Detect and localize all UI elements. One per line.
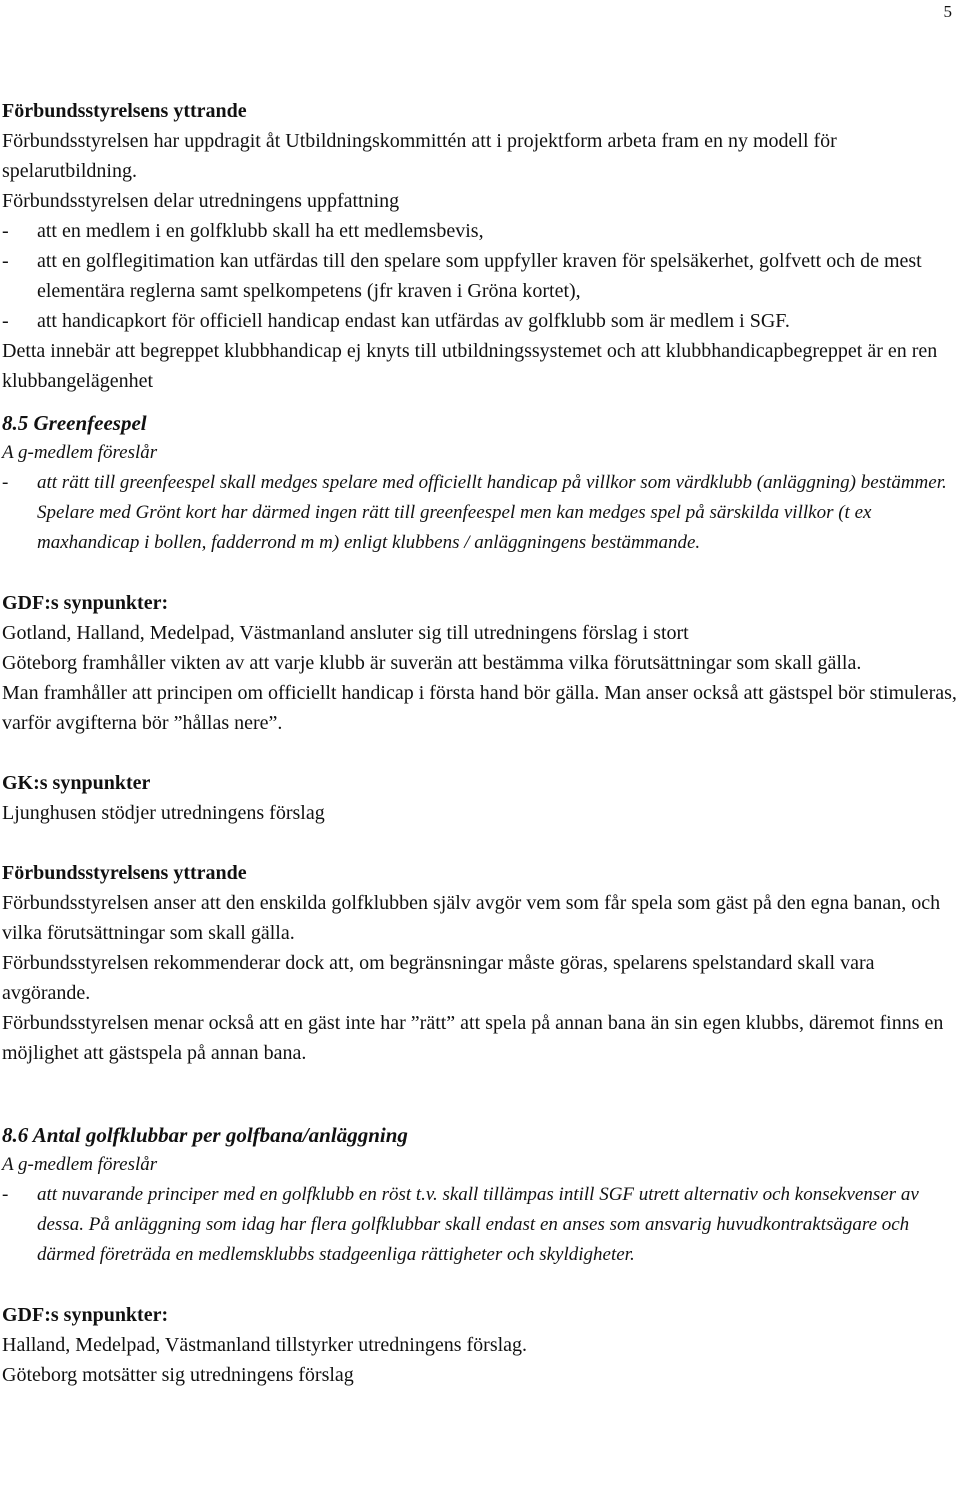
- document-body: [2, 96, 957, 1390]
- bullet-dash: -: [2, 1184, 9, 1205]
- list-item: [2, 216, 957, 246]
- section-heading: GDF:s synpunkter:: [2, 1304, 169, 1326]
- paragraph: Ljunghusen stödjer utredningens förslag: [2, 802, 325, 824]
- bullet-dash: -: [2, 472, 9, 493]
- list-item: [2, 1180, 957, 1270]
- paragraph: Förbundsstyrelsen anser att den enskilda golfklubben själv avgör vem som får spela som gäst på den egna banan, och vilka förutsättningar som skall gälla.: [2, 892, 941, 944]
- paragraph: Man framhåller att principen om officiellt handicap i första hand bör gälla. Man anser också att gästspel bör stimuleras, varför avgifterna bör ”hållas nere”.: [2, 682, 957, 734]
- paragraph: Halland, Medelpad, Västmanland tillstyrker utredningens förslag.: [2, 1334, 528, 1356]
- list-item-text: att rätt till greenfeespel skall medges spelare med officiellt handicap på villkor som värdklubb (anläggning) bestämmer. Spelare med Grönt kort har därmed ingen rätt till greenfeespel men kan medges spel på särskilda villkor (t ex maxhandicap i bollen, fadderrond m m) enligt klubbens / anläggningens bestämmande.: [37, 472, 947, 553]
- proposer-label: A g-medlem föreslår: [2, 442, 158, 463]
- list-item-text: att en medlem i en golfklubb skall ha ett medlemsbevis,: [37, 220, 484, 242]
- paragraph: Förbundsstyrelsen rekommenderar dock att, om begränsningar måste göras, spelarens spelstandard skall vara avgörande.: [2, 952, 875, 1004]
- paragraph: Göteborg framhåller vikten av att varje klubb är suverän att bestämma vilka förutsättningar som skall gälla.: [2, 652, 862, 674]
- section-heading: GDF:s synpunkter:: [2, 592, 169, 614]
- paragraph: Förbundsstyrelsen har uppdragit åt Utbildningskommittén att i projektform arbeta fram en ny modell för spelarutbildning.: [2, 130, 837, 182]
- paragraph: Göteborg motsätter sig utredningens förslag: [2, 1364, 354, 1386]
- bullet-dash: -: [2, 310, 9, 332]
- list-item: [2, 306, 957, 336]
- section-heading: Förbundsstyrelsens yttrande: [2, 100, 247, 122]
- section-heading: 8.5 Greenfeespel: [2, 411, 147, 435]
- proposer-label: A g-medlem föreslår: [2, 1154, 158, 1175]
- list-item-text: att handicapkort för officiell handicap endast kan utfärdas av golfklubb som är medlem i SGF.: [37, 310, 790, 332]
- page-number: 5: [943, 2, 952, 21]
- bullet-dash: -: [2, 250, 9, 272]
- list-item: [2, 246, 957, 306]
- section-heading: Förbundsstyrelsens yttrande: [2, 862, 247, 884]
- paragraph: Förbundsstyrelsen menar också att en gäst inte har ”rätt” att spela på annan bana än sin egen klubbs, däremot finns en möjlighet att gästspela på annan bana.: [2, 1012, 944, 1064]
- bullet-dash: -: [2, 220, 9, 242]
- paragraph: Förbundsstyrelsen delar utredningens uppfattning: [2, 190, 400, 212]
- paragraph: Gotland, Halland, Medelpad, Västmanland ansluter sig till utredningens förslag i stort: [2, 622, 689, 644]
- section-heading: 8.6 Antal golfklubbar per golfbana/anläggning: [2, 1123, 408, 1147]
- list-item-text: att en golflegitimation kan utfärdas till den spelare som uppfyller kraven för spelsäkerhet, golfvett och de mest elementära reglerna samt spelkompetens (jfr kraven i Gröna kortet),: [37, 250, 922, 302]
- list-item-text: att nuvarande principer med en golfklubb en röst t.v. skall tillämpas intill SGF utrett alternativ och konsekvenser av dessa. På anläggning som idag har flera golfklubbar skall endast en anses som ansvarig huvudkontraktsägare och därmed företräda en medlemsklubbs stadgeenliga rättigheter och skyldigheter.: [37, 1184, 919, 1265]
- list-item: [2, 468, 957, 558]
- paragraph: Detta innebär att begreppet klubbhandicap ej knyts till utbildningssystemet och att klubbhandicapbegreppet är en ren klubbangelägenhet: [2, 340, 938, 392]
- section-heading: GK:s synpunkter: [2, 772, 151, 794]
